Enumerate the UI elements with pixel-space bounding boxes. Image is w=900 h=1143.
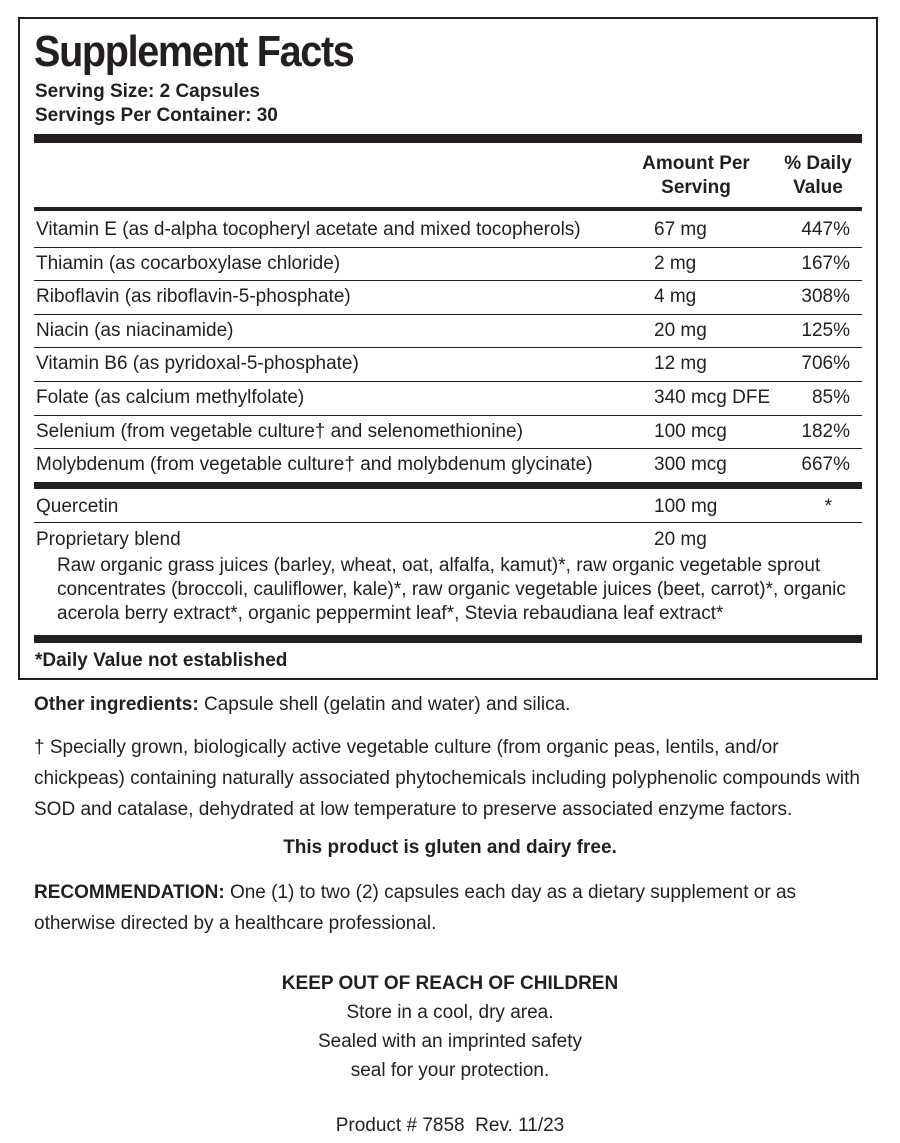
blend-description: Raw organic grass juices (barley, wheat, oat, alfalfa, kamut)*, raw organic vegetable sprout concentrates (broccoli, cauliflower, kale)*, raw organic vegetable juices (beet, carrot)*, organic acerola berry extract*, organic peppermint leaf*, Stevia rebaudiana leaf extract* bbox=[57, 555, 846, 624]
nutrient-daily-value: * bbox=[824, 496, 832, 517]
amount-per-serving-header: Amount Per Serving bbox=[642, 153, 750, 198]
nutrient-daily-value: 85% bbox=[811, 387, 850, 408]
safety-seal-line-2: seal for your protection. bbox=[350, 1060, 550, 1081]
table-row bbox=[34, 348, 862, 380]
table-row-quercetin bbox=[34, 491, 862, 523]
thick-divider-top bbox=[34, 134, 862, 143]
nutrient-daily-value: 706% bbox=[801, 353, 850, 375]
nutrient-amount: 2 mg bbox=[654, 252, 697, 274]
table-row bbox=[34, 382, 862, 414]
gluten-dairy-free-statement: This product is gluten and dairy free. bbox=[283, 837, 617, 858]
nutrient-amount: 100 mcg bbox=[654, 420, 727, 442]
serving-size: Serving Size: 2 Capsules bbox=[35, 81, 260, 102]
nutrient-daily-value: 182% bbox=[801, 420, 850, 442]
nutrient-name: Thiamin (as cocarboxylase chloride) bbox=[36, 252, 341, 274]
nutrient-amount: 340 mcg DFE bbox=[654, 387, 771, 408]
product-number: Product # 7858 Rev. 11/23 bbox=[335, 1115, 565, 1136]
table-row bbox=[34, 315, 862, 347]
daily-value-header: % Daily Value bbox=[784, 153, 852, 198]
table-row bbox=[34, 449, 862, 481]
nutrient-daily-value: 447% bbox=[801, 219, 850, 240]
nutrient-name: Vitamin E (as d-alpha tocopheryl acetate and mixed tocopherols) bbox=[36, 219, 581, 240]
thick-divider-bottom bbox=[34, 635, 862, 643]
other-ingredients: Other ingredients: Capsule shell (gelatin and water) and silica. bbox=[34, 694, 571, 715]
vegetable-culture-note: † Specially grown, biologically active vegetable culture (from organic peas, lentils, and/or chickpeas) containing naturally associated phytochemicals including polyphenolic compounds with SOD and catalase, dehydrated at low temperature to preserve associated enzyme factors. bbox=[34, 737, 860, 820]
nutrient-amount: 100 mg bbox=[654, 496, 718, 517]
safety-seal-line-1: Sealed with an imprinted safety bbox=[317, 1031, 583, 1052]
nutrient-daily-value: 125% bbox=[801, 319, 850, 341]
nutrient-amount: 300 mcg bbox=[654, 454, 727, 476]
nutrient-name: Vitamin B6 (as pyridoxal-5-phosphate) bbox=[36, 353, 359, 375]
nutrient-amount: 20 mg bbox=[654, 529, 707, 550]
supplement-facts-panel bbox=[18, 17, 878, 680]
daily-value-footnote: *Daily Value not established bbox=[35, 650, 288, 671]
nutrient-amount: 20 mg bbox=[654, 319, 707, 341]
nutrient-daily-value: 167% bbox=[801, 252, 850, 274]
keep-out-of-reach-warning: KEEP OUT OF REACH OF CHILDREN bbox=[281, 973, 619, 994]
table-row bbox=[34, 214, 862, 246]
nutrient-name: Selenium (from vegetable culture† and selenomethionine) bbox=[36, 420, 523, 442]
table-row bbox=[34, 416, 862, 448]
servings-per-container: Servings Per Container: 30 bbox=[35, 105, 278, 126]
nutrient-name: Niacin (as niacinamide) bbox=[36, 319, 234, 341]
nutrient-amount: 4 mg bbox=[654, 286, 697, 308]
nutrient-name: Molybdenum (from vegetable culture† and molybdenum glycinate) bbox=[36, 454, 593, 476]
header-divider bbox=[34, 207, 862, 211]
thick-divider-middle bbox=[34, 482, 862, 489]
nutrient-name: Proprietary blend bbox=[36, 529, 181, 550]
table-row-proprietary-blend bbox=[34, 524, 862, 556]
table-row bbox=[34, 248, 862, 280]
nutrient-name: Quercetin bbox=[36, 496, 119, 517]
table-row bbox=[34, 281, 862, 313]
nutrient-amount: 12 mg bbox=[654, 353, 707, 375]
storage-instruction: Store in a cool, dry area. bbox=[346, 1002, 554, 1023]
row-divider bbox=[34, 522, 862, 523]
nutrient-name: Riboflavin (as riboflavin-5-phosphate) bbox=[36, 286, 351, 308]
nutrient-name: Folate (as calcium methylfolate) bbox=[36, 387, 305, 408]
recommendation: RECOMMENDATION: One (1) to two (2) capsules each day as a dietary supplement or as otherwise directed by a healthcare professional. bbox=[34, 882, 797, 934]
nutrient-daily-value: 308% bbox=[801, 286, 850, 308]
nutrient-amount: 67 mg bbox=[654, 219, 707, 240]
nutrient-daily-value: 667% bbox=[801, 454, 850, 476]
panel-title: Supplement Facts bbox=[34, 27, 354, 76]
